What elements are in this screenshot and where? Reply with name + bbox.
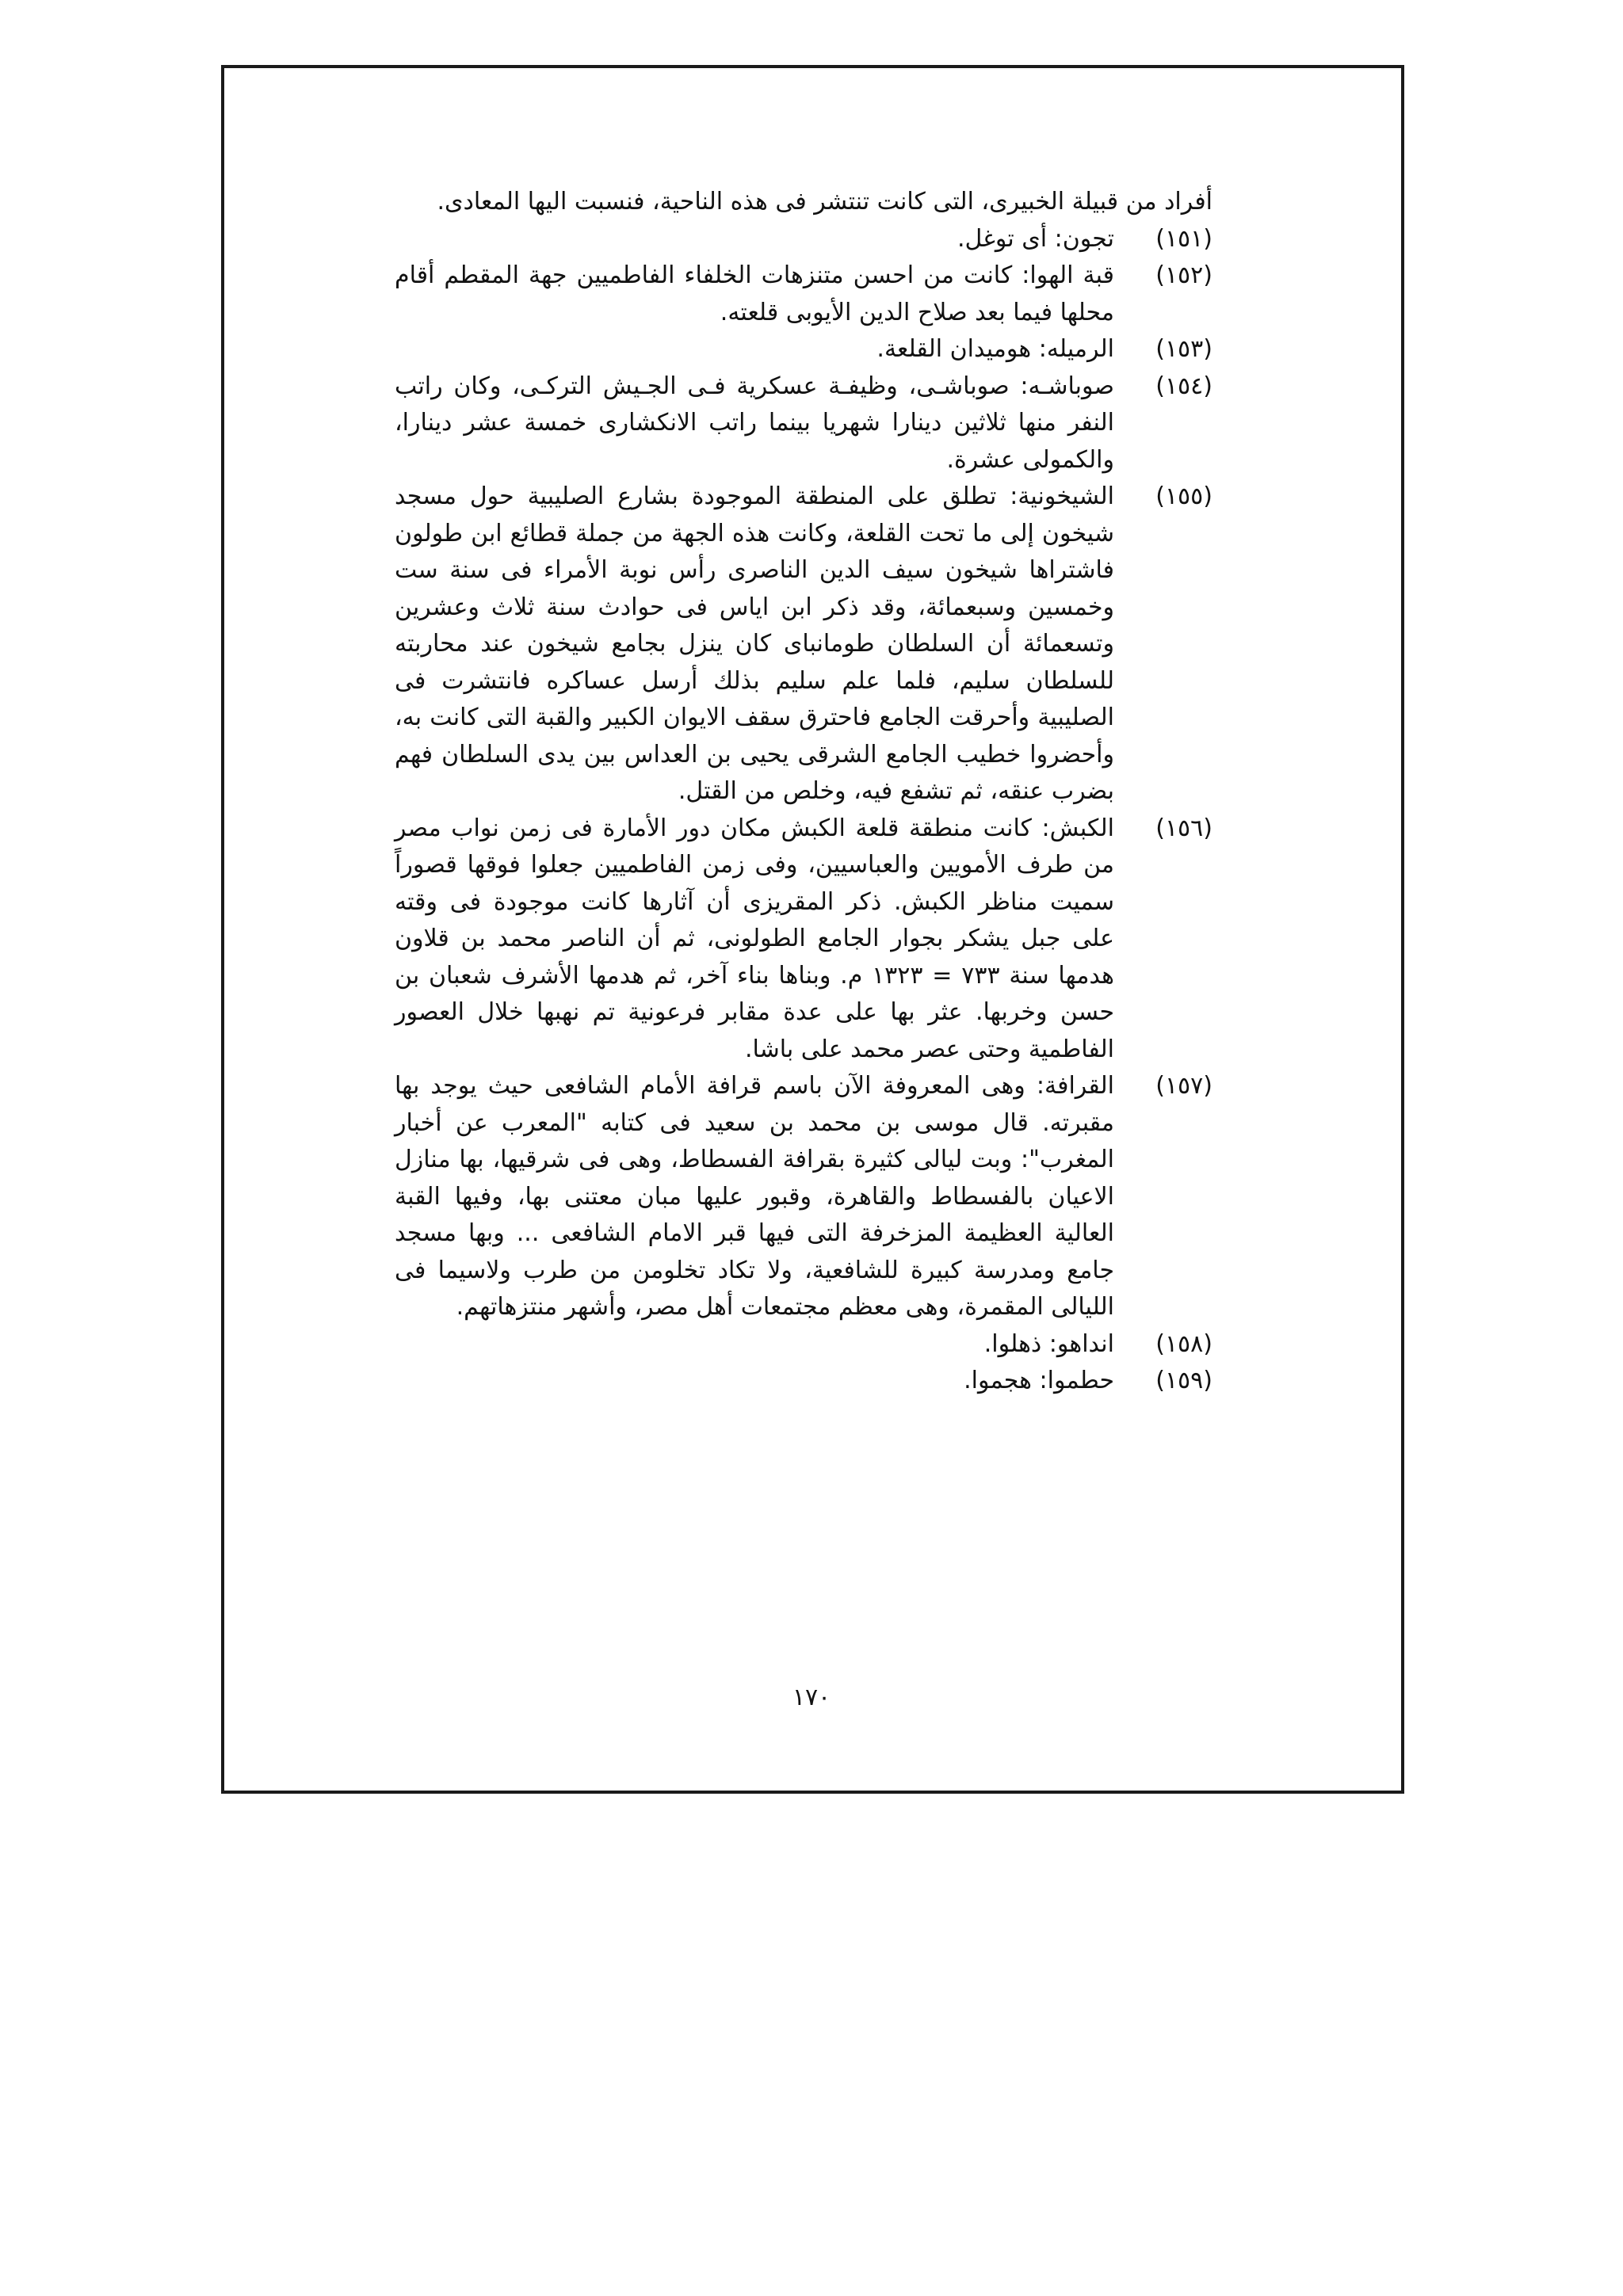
- footnote-term: انداهو:: [1048, 1329, 1114, 1358]
- footnote-number: (١٥١): [1155, 224, 1212, 253]
- continued-paragraph: أفراد من قبيلة الخبيرى، التى كانت تنتشر فى هذه الناحية، فنسبت اليها المعادى.: [437, 188, 1212, 215]
- footnote-number: (١٥٦): [1155, 814, 1212, 842]
- footnote-number: (١٥٧): [1155, 1072, 1212, 1100]
- footnote-text: صوباشـى، وظيفـة عسكرية فـى الجـيش التركـى، وكان راتب النفر منها ثلاثين دينارا شهريا بينما راتب الانكشارى خمسة عشر دينارا، والكمولى عشرة.: [395, 372, 1114, 474]
- footnote-number: (١٥٣): [1155, 335, 1212, 363]
- footnote-term: تجون:: [1054, 224, 1114, 253]
- footnote-number: (١٥٤): [1155, 372, 1212, 400]
- footnote-151: [395, 221, 1212, 258]
- footnote-155: [395, 479, 1212, 810]
- footnote-154: [395, 368, 1212, 479]
- footnote-159: [395, 1363, 1212, 1400]
- footnote-number: (١٥٢): [1155, 261, 1212, 289]
- footnote-text: أى توغل.: [957, 224, 1048, 253]
- footnote-number: (١٥٥): [1155, 482, 1212, 510]
- footnote-152: [395, 257, 1212, 331]
- footnotes-body: [395, 184, 1212, 1400]
- footnote-term: صوباشـه:: [1020, 372, 1114, 400]
- footnote-156: [395, 810, 1212, 1069]
- footnote-text: كانت من احسن متنزهات الخلفاء الفاطميين جهة المقطم أقام محلها فيما بعد صلاح الدين الأيوبى قلعته.: [395, 261, 1114, 326]
- footnote-text: هوميدان القلعة.: [876, 335, 1032, 363]
- footnote-157: [395, 1068, 1212, 1326]
- footnote-text: تطلق على المنطقة الموجودة بشارع الصليبية حول مسجد شيخون إلى ما تحت القلعة، وكانت هذه الجهة من جملة قطائع ابن طولون فاشتراها شيخون سيف الدين الناصرى رأس نوبة الأمراء فى سنة ست وخمسين وسبعمائة، وقد ذكر ابن اياس فى حوادث سنة ثلاث وعشرين وتسعمائة أن السلطان طومانباى كان ينزل بجامع شيخون عند محاربته للسلطان سليم، فلما علم سليم بذلك أرسل عساكره فانتشرت فى الصليبية وأحرقت الجامع فاحترق سقف الايوان الكبير والقبة التى كانت به، وأحضروا خطيب الجامع الشرقى يحيى بن العداس بين يدى السلطان فهم بضرب عنقه، ثم تشفع فيه، وخلص من القتل.: [395, 482, 1114, 805]
- footnote-text: ذهلوا.: [983, 1329, 1042, 1358]
- footnote-number: (١٥٨): [1155, 1329, 1212, 1358]
- footnote-term: الشيخونية:: [1010, 482, 1114, 510]
- footnote-158: [395, 1326, 1212, 1363]
- footnote-text: وهى المعروفة الآن باسم قرافة الأمام الشافعى حيث يوجد بها مقبرته. قال موسى بن محمد بن سعيد فى كتابه "المعرب عن أخبار المغرب": وبت ليالى كثيرة بقرافة الفسطاط، وهى فى شرقيها، بها منازل الاعيان بالفسطاط والقاهرة، وقبور عليها مبان معتنى بها، وفيها القبة العالية العظيمة المزخرفة التى فيها قبر الامام الشافعى ... وبها مسجد جامع ومدرسة كبيرة للشافعية، ولا تكاد تخلومن من طرب ولاسيما فى الليالى المقمرة، وهى معظم مجتمعات أهل مصر، وأشهر منتزهاتهم.: [395, 1072, 1114, 1321]
- footnote-number: (١٥٩): [1155, 1367, 1212, 1394]
- footnote-term: القرافة:: [1036, 1072, 1114, 1100]
- footnote-term: الرميله:: [1038, 335, 1114, 363]
- footnote-153: [395, 331, 1212, 368]
- footnote-text: كانت منطقة قلعة الكبش مكان دور الأمارة فى زمن نواب مصر من طرف الأمويين والعباسيين، وفى زمن الفاطميين جعلوا فوقها قصوراً سميت مناظر الكبش. ذكر المقريزى أن آثارها كانت موجودة فى وقته على جبل يشكر بجوار الجامع الطولونى، ثم أن الناصر محمد بن قلاون هدمها سنة ٧٣٣ = ١٣٢٣ م. وبناها بناء آخر، ثم هدمها الأشرف شعبان بن حسن وخربها. عثر بها على عدة مقابر فرعونية تم نهبها خلال العصور الفاطمية وحتى عصر محمد على باشا.: [395, 814, 1114, 1063]
- page-number: ١٧٠: [792, 1684, 831, 1711]
- footnote-term: الكبش:: [1041, 814, 1114, 842]
- footnote-term: قبة الهوا:: [1022, 261, 1114, 289]
- footnote-text: هجموا.: [964, 1367, 1032, 1394]
- footnote-term: حطموا:: [1039, 1367, 1114, 1394]
